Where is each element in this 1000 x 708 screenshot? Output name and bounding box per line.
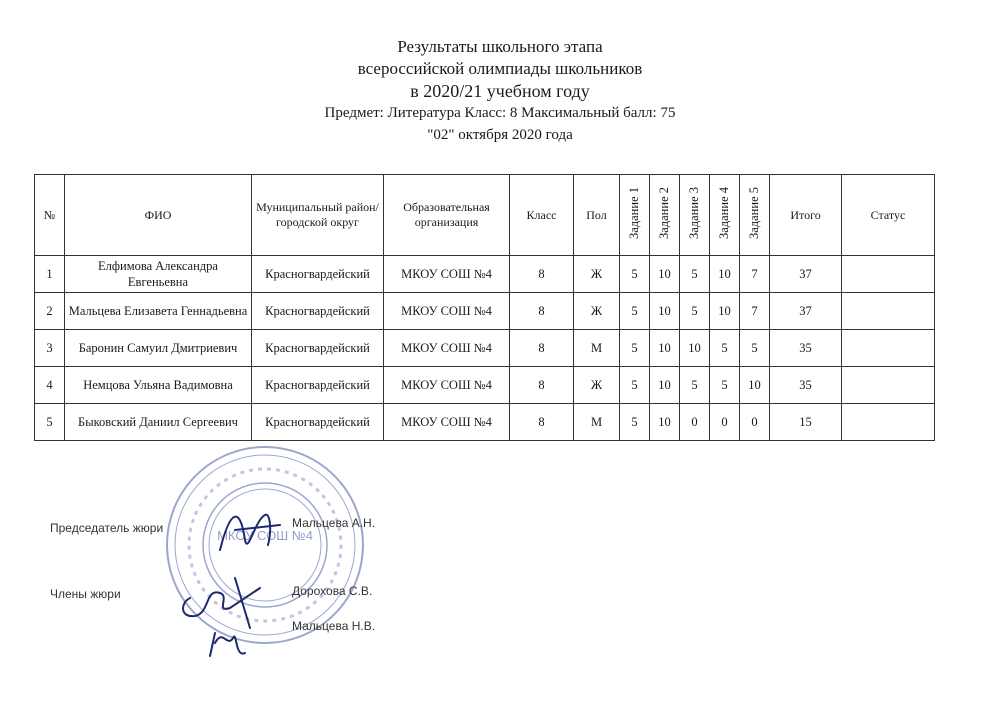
chair-label: Председатель жюри [50,521,164,535]
cell-total: 35 [770,330,842,367]
cell-class: 8 [510,367,574,404]
cell-class: 8 [510,256,574,293]
cell-fio: Быковский Даниил Сергеевич [65,404,252,441]
cell-total: 37 [770,256,842,293]
table-row [35,404,935,441]
cell-district: Красногвардейский [252,367,384,404]
header-task-3: Задание 3 [680,175,710,256]
cell-task-5: 7 [740,256,770,293]
cell-task-2: 10 [650,256,680,293]
cell-status [842,367,935,404]
cell-task-1: 5 [620,330,650,367]
cell-task-3: 0 [680,404,710,441]
header-district: Муниципальный район/городской округ [252,175,384,256]
cell-org: МКОУ СОШ №4 [384,256,510,293]
cell-task-4: 10 [710,256,740,293]
header-task-1: Задание 1 [620,175,650,256]
header-status: Статус [842,175,935,256]
cell-district: Красногвардейский [252,404,384,441]
title-line-3: в 2020/21 учебном году [410,81,590,101]
cell-status [842,404,935,441]
title-line-2: всероссийской олимпиады школьников [357,59,643,78]
cell-org: МКОУ СОШ №4 [384,330,510,367]
cell-task-4: 5 [710,330,740,367]
header-fio: ФИО [65,175,252,256]
header-org: Образовательная организация [384,175,510,256]
cell-task-4: 0 [710,404,740,441]
document-header [0,36,1000,146]
cell-task-4: 10 [710,293,740,330]
cell-status [842,330,935,367]
cell-task-5: 7 [740,293,770,330]
cell-task-2: 10 [650,293,680,330]
table-row [35,293,935,330]
cell-total: 35 [770,367,842,404]
subject-info: Предмет: Литература Класс: 8 Максимальный балл: 75 [324,105,676,121]
cell-task-5: 5 [740,330,770,367]
cell-sex: М [574,404,620,441]
cell-fio: Мальцева Елизавета Геннадьевна [65,293,252,330]
header-sex: Пол [574,175,620,256]
chair-signature [210,500,290,560]
cell-total: 37 [770,293,842,330]
header-task-5: Задание 5 [740,175,770,256]
cell-status [842,256,935,293]
cell-num: 1 [35,256,65,293]
cell-fio: Баронин Самуил Дмитриевич [65,330,252,367]
cell-num: 2 [35,293,65,330]
cell-district: Красногвардейский [252,293,384,330]
cell-task-3: 5 [680,367,710,404]
results-table [34,174,935,441]
cell-task-2: 10 [650,367,680,404]
cell-sex: Ж [574,367,620,404]
cell-num: 3 [35,330,65,367]
cell-task-1: 5 [620,293,650,330]
cell-task-3: 5 [680,256,710,293]
cell-task-1: 5 [620,256,650,293]
cell-task-5: 0 [740,404,770,441]
cell-sex: Ж [574,256,620,293]
member-name-2: Мальцева Н.В. [292,619,376,633]
cell-task-3: 5 [680,293,710,330]
table-header-row [35,175,935,256]
cell-task-2: 10 [650,330,680,367]
cell-total: 15 [770,404,842,441]
cell-task-4: 5 [710,367,740,404]
cell-org: МКОУ СОШ №4 [384,404,510,441]
cell-num: 5 [35,404,65,441]
cell-district: Красногвардейский [252,256,384,293]
cell-task-5: 10 [740,367,770,404]
cell-district: Красногвардейский [252,330,384,367]
cell-class: 8 [510,293,574,330]
header-total: Итого [770,175,842,256]
cell-class: 8 [510,404,574,441]
cell-task-1: 5 [620,404,650,441]
cell-org: МКОУ СОШ №4 [384,367,510,404]
cell-num: 4 [35,367,65,404]
header-task-4: Задание 4 [710,175,740,256]
title-line-1: Результаты школьного этапа [397,37,603,56]
table-row [35,367,935,404]
cell-fio: Елфимова Александра Евгеньевна [65,256,252,293]
header-num: № [35,175,65,256]
member-name-1: Дорохова С.В. [292,584,373,598]
cell-sex: М [574,330,620,367]
table-row [35,330,935,367]
cell-class: 8 [510,330,574,367]
seal-text: МКОУ СОШ №4 [217,528,313,543]
header-class: Класс [510,175,574,256]
cell-org: МКОУ СОШ №4 [384,293,510,330]
cell-status [842,293,935,330]
member-signatures [175,568,275,663]
members-label: Члены жюри [50,587,121,601]
date-line: "02" октября 2020 года [427,127,573,143]
header-task-2: Задание 2 [650,175,680,256]
chair-name: Мальцева А.Н. [292,516,376,530]
cell-task-3: 10 [680,330,710,367]
table-row [35,256,935,293]
cell-task-2: 10 [650,404,680,441]
cell-task-1: 5 [620,367,650,404]
cell-sex: Ж [574,293,620,330]
cell-fio: Немцова Ульяна Вадимовна [65,367,252,404]
